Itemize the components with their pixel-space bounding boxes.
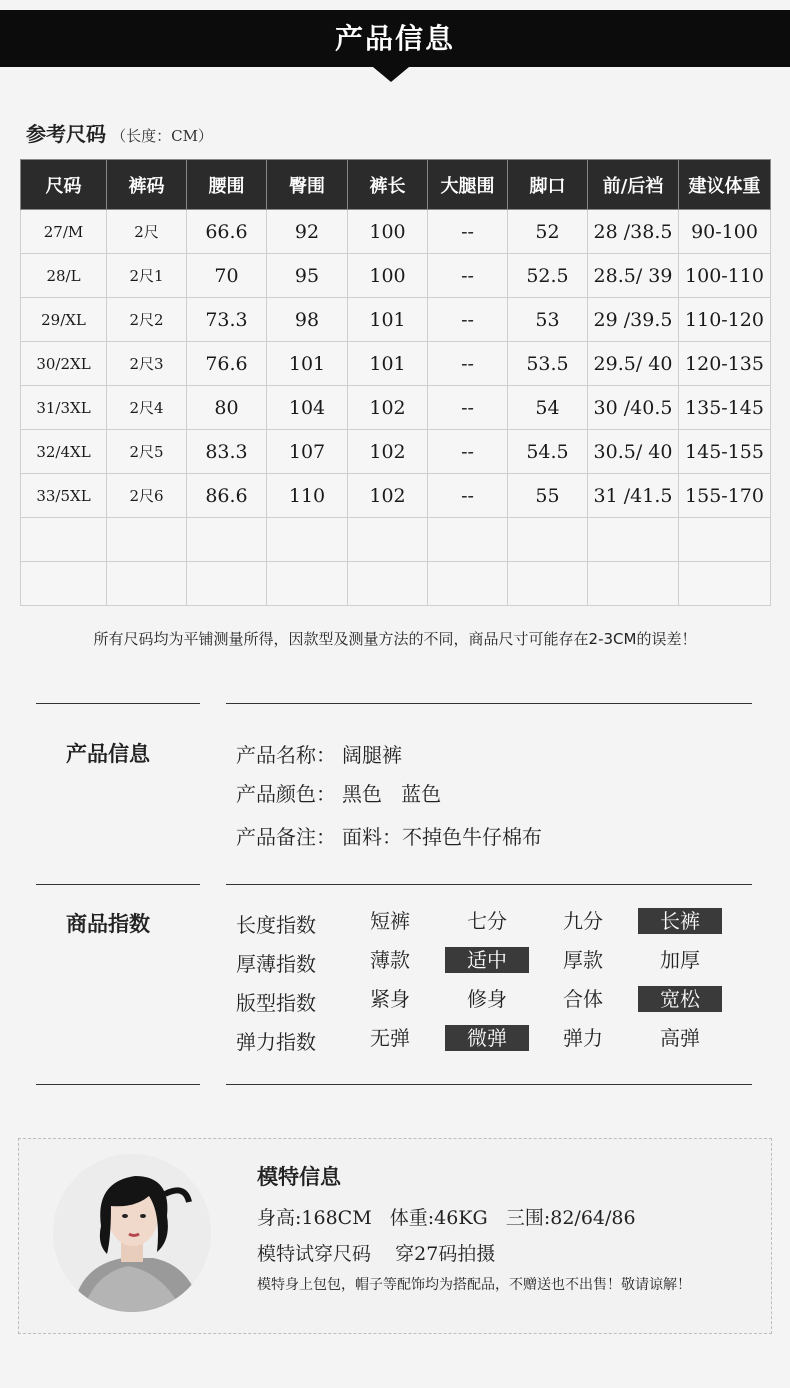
table-cell: 120-135: [679, 342, 771, 386]
table-cell: 92: [267, 210, 348, 254]
index-row-label: 版型指数: [236, 991, 316, 1015]
product-remark-row: [236, 821, 542, 850]
index-option: 薄款: [370, 948, 410, 972]
model-info-title: 模特信息: [257, 1164, 341, 1189]
size-table-header: 裤码: [107, 160, 187, 210]
model-disclaimer: 模特身上包包，帽子等配饰均为搭配品，不赠送也不出售！敬请谅解！: [257, 1277, 691, 1293]
table-row: [21, 210, 771, 254]
table-row: [21, 342, 771, 386]
index-option: 合体: [563, 987, 603, 1011]
table-cell: --: [428, 254, 508, 298]
table-cell: 95: [267, 254, 348, 298]
index-row-label: 厚薄指数: [236, 952, 316, 976]
table-cell: 145-155: [679, 430, 771, 474]
size-table-header-row: [21, 160, 771, 210]
index-option-selected: 宽松: [638, 986, 722, 1012]
size-table-header: 前/后裆: [588, 160, 679, 210]
table-cell: 66.6: [187, 210, 267, 254]
table-cell: 110: [267, 474, 348, 518]
size-table-header: 建议体重: [679, 160, 771, 210]
table-cell: 33/5XL: [21, 474, 107, 518]
product-color-label: 产品颜色：: [236, 782, 336, 806]
table-cell: [588, 562, 679, 606]
table-cell: 70: [187, 254, 267, 298]
table-cell: 29.5/ 40: [588, 342, 679, 386]
table-cell: 27/M: [21, 210, 107, 254]
index-option-selected: 微弹: [445, 1025, 529, 1051]
table-row: [21, 298, 771, 342]
index-option: 加厚: [660, 948, 700, 972]
model-stats: 身高:168CM 体重:46KG 三围:82/64/86: [257, 1207, 636, 1229]
table-cell: [508, 518, 588, 562]
table-cell: [21, 562, 107, 606]
table-cell: 2尺1: [107, 254, 187, 298]
index-option-selected: 适中: [445, 947, 529, 973]
table-row: [21, 430, 771, 474]
table-cell: 83.3: [187, 430, 267, 474]
table-cell: --: [428, 386, 508, 430]
model-photo-icon: [53, 1154, 211, 1312]
banner-title: 产品信息: [334, 22, 455, 55]
table-cell: 2尺5: [107, 430, 187, 474]
table-cell: [107, 562, 187, 606]
index-option: 厚款: [563, 948, 603, 972]
table-cell: 90-100: [679, 210, 771, 254]
table-row: [21, 474, 771, 518]
model-avatar: [53, 1154, 211, 1312]
table-cell: 104: [267, 386, 348, 430]
table-cell: 52.5: [508, 254, 588, 298]
table-cell: 110-120: [679, 298, 771, 342]
product-name-row: [236, 739, 402, 768]
size-table-header: 裤长: [348, 160, 428, 210]
table-cell: [679, 518, 771, 562]
index-option: 七分: [467, 909, 507, 933]
divider: [36, 703, 200, 704]
index-option: 高弹: [660, 1026, 700, 1050]
measurement-note: 所有尺码均为平铺测量所得，因款型及测量方法的不同，商品尺寸可能存在2-3CM的误差！: [93, 630, 697, 648]
table-cell: 32/4XL: [21, 430, 107, 474]
table-cell: 28/L: [21, 254, 107, 298]
index-option: 短裤: [370, 909, 410, 933]
table-cell: 73.3: [187, 298, 267, 342]
banner-arrow-icon: [373, 67, 409, 82]
model-size-worn: 模特试穿尺码 穿27码拍摄: [257, 1243, 496, 1265]
table-row: [21, 386, 771, 430]
table-cell: [588, 518, 679, 562]
index-row-label: 长度指数: [236, 913, 316, 937]
index-option: 弹力: [563, 1026, 603, 1050]
table-cell: [508, 562, 588, 606]
table-cell: 2尺4: [107, 386, 187, 430]
table-cell: 100: [348, 210, 428, 254]
table-row: [21, 518, 771, 562]
size-table-header: 臀围: [267, 160, 348, 210]
table-cell: [348, 562, 428, 606]
table-cell: [428, 562, 508, 606]
table-cell: 2尺2: [107, 298, 187, 342]
table-cell: 98: [267, 298, 348, 342]
size-table-header: 尺码: [21, 160, 107, 210]
table-cell: 101: [267, 342, 348, 386]
table-cell: 102: [348, 430, 428, 474]
table-cell: 31 /41.5: [588, 474, 679, 518]
size-table: [20, 159, 771, 606]
table-cell: [679, 562, 771, 606]
table-cell: 30/2XL: [21, 342, 107, 386]
table-cell: [21, 518, 107, 562]
table-cell: 30 /40.5: [588, 386, 679, 430]
index-option: 紧身: [370, 987, 410, 1011]
header-banner: [0, 10, 790, 67]
product-name-value: 阔腿裤: [342, 743, 402, 767]
product-color-value: 黑色 蓝色: [342, 782, 442, 806]
divider: [226, 703, 752, 704]
table-cell: 30.5/ 40: [588, 430, 679, 474]
size-unit-note: （长度：CM）: [111, 127, 213, 145]
table-cell: 86.6: [187, 474, 267, 518]
size-table-header: 脚口: [508, 160, 588, 210]
table-cell: 101: [348, 342, 428, 386]
table-cell: --: [428, 298, 508, 342]
table-cell: 52: [508, 210, 588, 254]
size-section-title: 参考尺码: [26, 122, 106, 146]
table-cell: 54.5: [508, 430, 588, 474]
table-cell: --: [428, 342, 508, 386]
product-info-title: 产品信息: [66, 741, 150, 766]
size-section-heading: [26, 118, 213, 147]
table-cell: 135-145: [679, 386, 771, 430]
size-table-header: 腰围: [187, 160, 267, 210]
product-remark-label: 产品备注：: [236, 825, 336, 849]
table-cell: 101: [348, 298, 428, 342]
table-cell: 53.5: [508, 342, 588, 386]
table-cell: [107, 518, 187, 562]
table-cell: 2尺6: [107, 474, 187, 518]
table-cell: 2尺3: [107, 342, 187, 386]
table-cell: 28 /38.5: [588, 210, 679, 254]
table-cell: [267, 518, 348, 562]
table-cell: 29 /39.5: [588, 298, 679, 342]
index-option: 修身: [467, 987, 507, 1011]
table-cell: 53: [508, 298, 588, 342]
table-cell: [267, 562, 348, 606]
divider: [226, 1084, 752, 1085]
table-cell: [187, 562, 267, 606]
product-color-row: [236, 778, 441, 807]
size-table-header: 大腿围: [428, 160, 508, 210]
index-row-label: 弹力指数: [236, 1030, 316, 1054]
index-option: 九分: [563, 909, 603, 933]
divider: [36, 1084, 200, 1085]
table-row: [21, 562, 771, 606]
product-index-title: 商品指数: [66, 911, 150, 936]
table-cell: --: [428, 474, 508, 518]
table-cell: --: [428, 430, 508, 474]
table-cell: 29/XL: [21, 298, 107, 342]
table-cell: [187, 518, 267, 562]
index-option: 无弹: [370, 1026, 410, 1050]
table-cell: 102: [348, 474, 428, 518]
table-cell: 28.5/ 39: [588, 254, 679, 298]
table-cell: [348, 518, 428, 562]
divider: [226, 884, 752, 885]
table-cell: 31/3XL: [21, 386, 107, 430]
table-cell: 155-170: [679, 474, 771, 518]
table-cell: --: [428, 210, 508, 254]
index-option-selected: 长裤: [638, 908, 722, 934]
table-cell: 2尺: [107, 210, 187, 254]
table-row: [21, 254, 771, 298]
product-name-label: 产品名称：: [236, 743, 336, 767]
table-cell: 76.6: [187, 342, 267, 386]
table-cell: [428, 518, 508, 562]
table-cell: 80: [187, 386, 267, 430]
table-cell: 55: [508, 474, 588, 518]
table-cell: 100-110: [679, 254, 771, 298]
product-remark-value: 面料：不掉色牛仔棉布: [342, 825, 542, 849]
table-cell: 102: [348, 386, 428, 430]
table-cell: 54: [508, 386, 588, 430]
divider: [36, 884, 200, 885]
table-cell: 100: [348, 254, 428, 298]
table-cell: 107: [267, 430, 348, 474]
